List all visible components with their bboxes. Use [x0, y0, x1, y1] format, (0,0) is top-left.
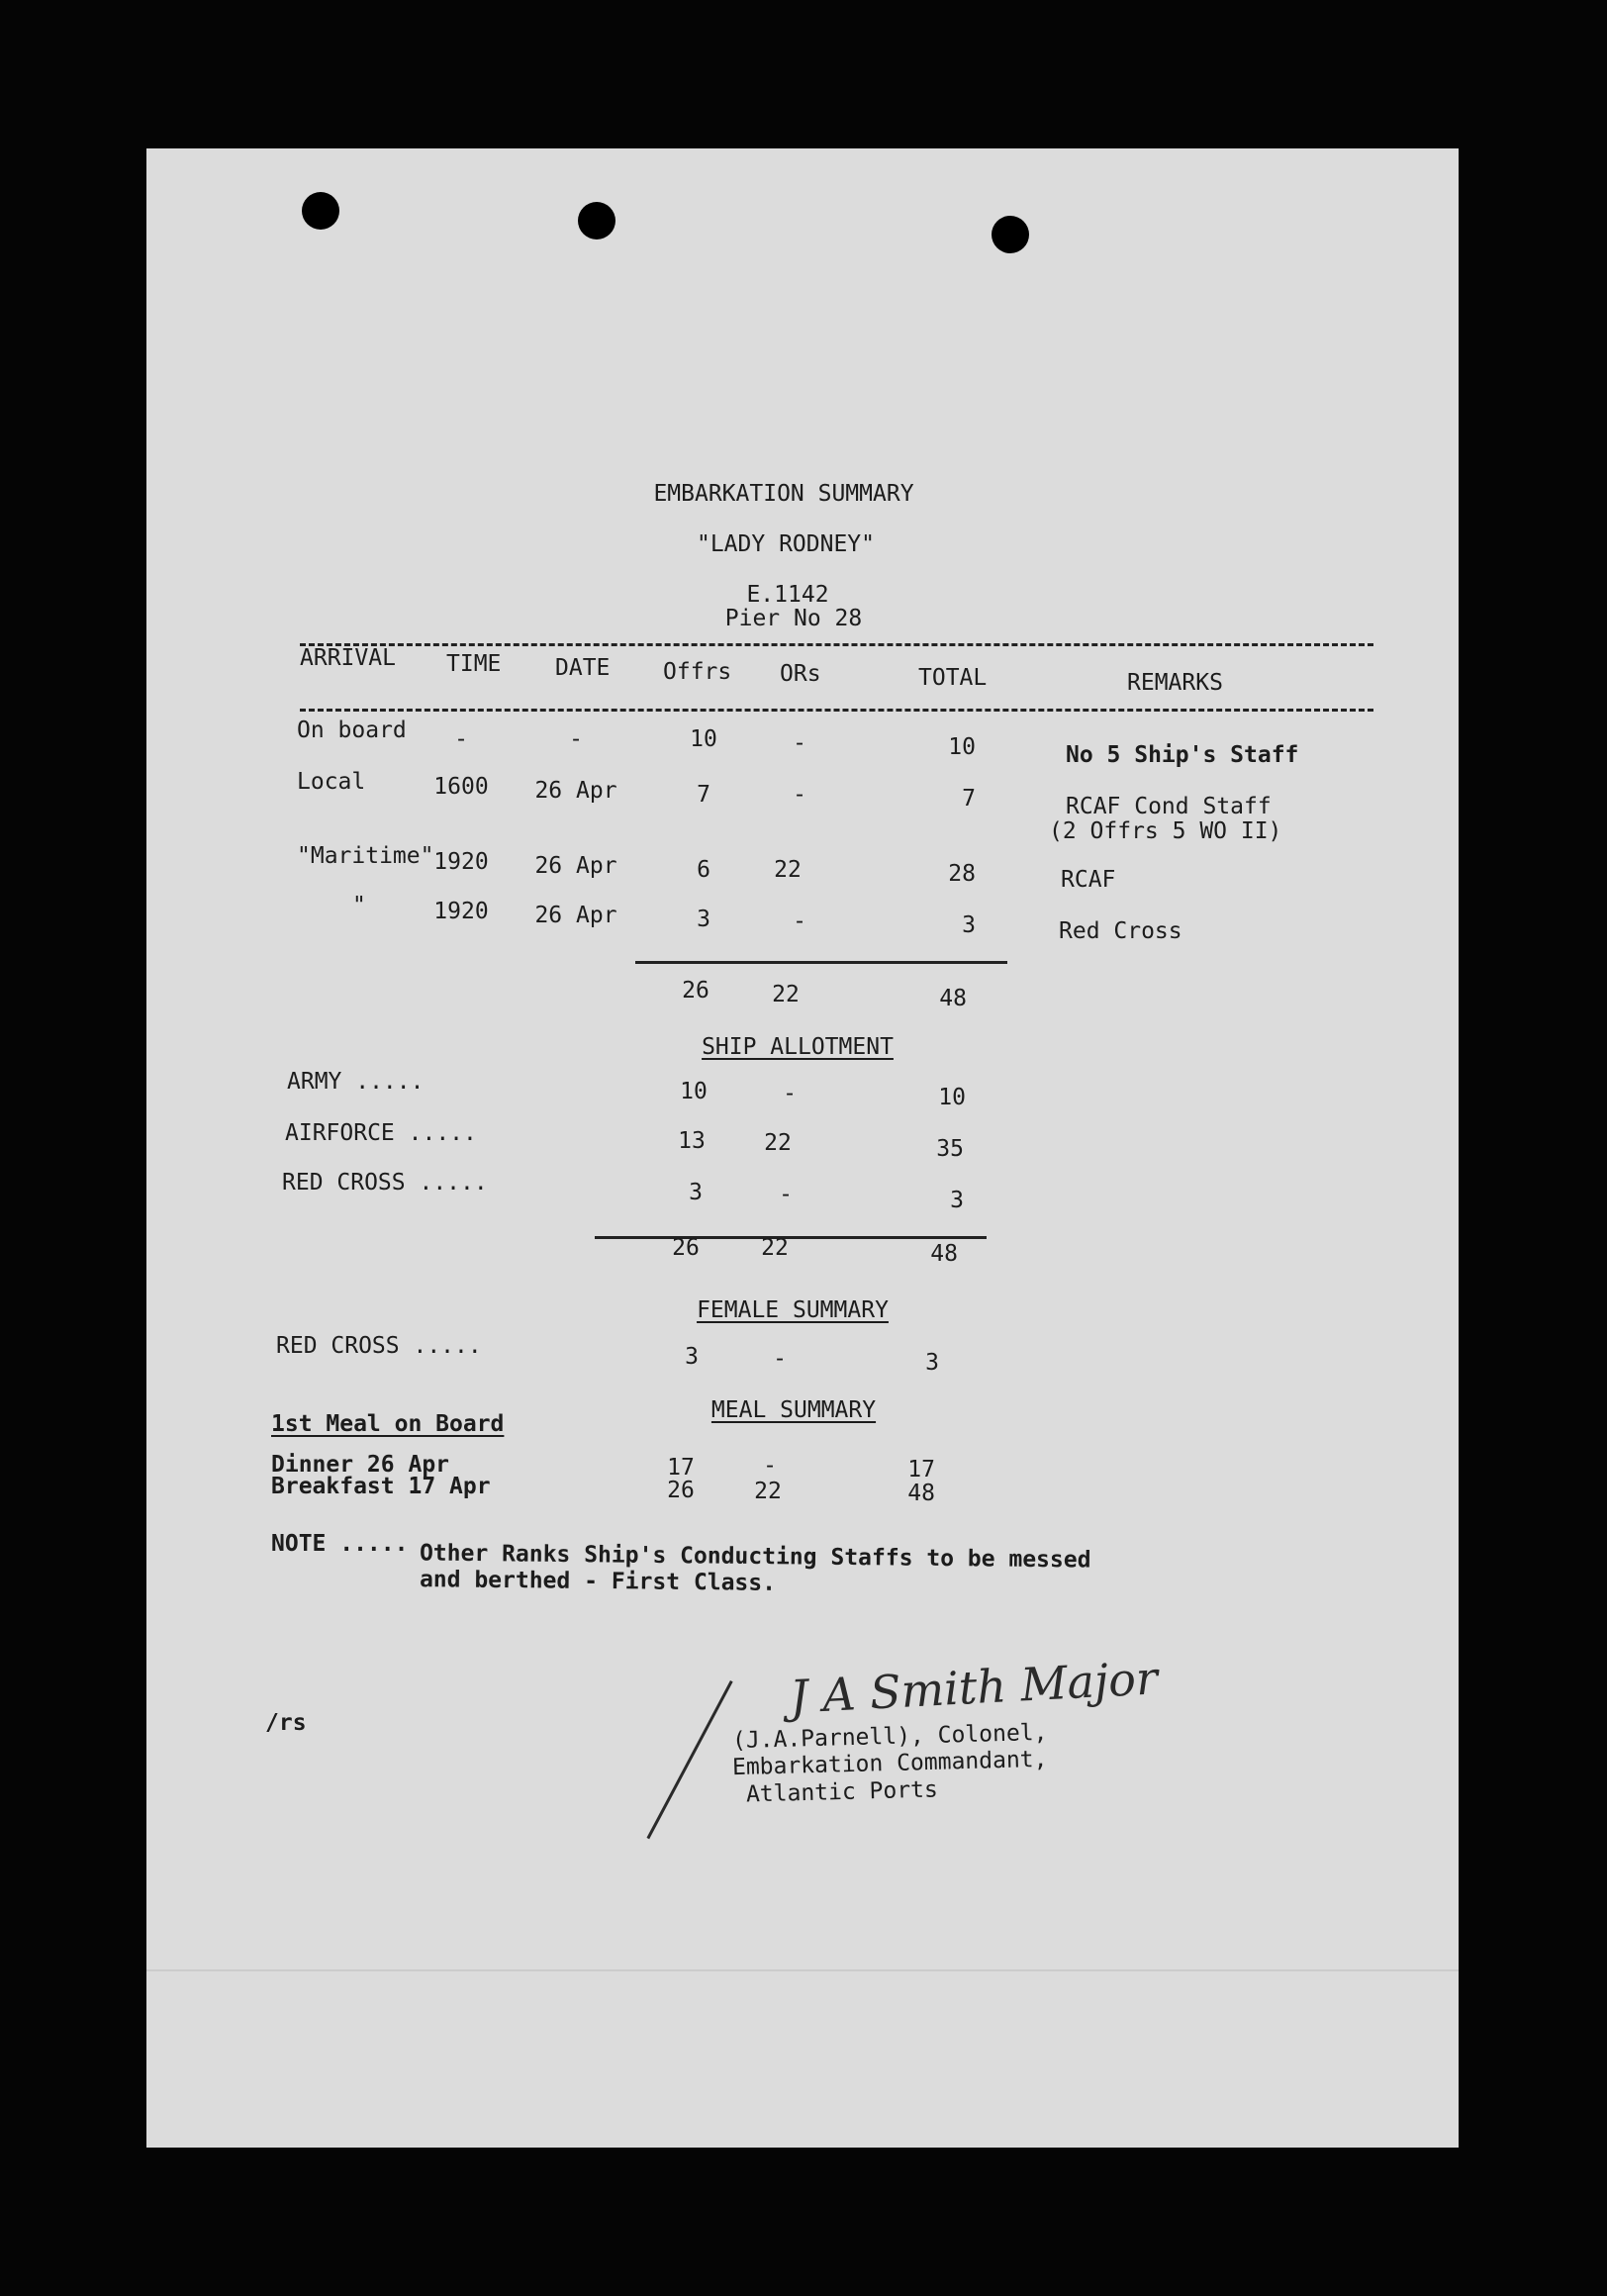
meal-total: 17 [907, 1457, 935, 1483]
arrival-totals-rule [635, 961, 1007, 964]
arrival-offrs: 7 [697, 782, 710, 808]
arrival-offrs: 3 [697, 907, 710, 932]
note-line-1: Other Ranks Ship's Conducting Staffs to be messed [419, 1540, 1091, 1574]
allotment-offrs: 3 [689, 1180, 703, 1205]
allotment-total: 10 [938, 1085, 966, 1110]
allotment-offrs: 13 [678, 1128, 706, 1154]
arrival-total: 28 [948, 861, 976, 887]
arrival-time: 1600 [433, 774, 489, 800]
allotment-total: 35 [936, 1136, 964, 1162]
meal-summary-heading: MEAL SUMMARY [710, 1397, 877, 1423]
arrival-offrs: 10 [690, 726, 717, 752]
allotment-total: 3 [950, 1188, 964, 1213]
meal-label: Dinner 26 Apr [271, 1452, 450, 1478]
ship-name: "LADY RODNEY" [696, 531, 876, 557]
note-label: NOTE ..... [271, 1531, 409, 1557]
meal-ors: 22 [754, 1479, 782, 1504]
handwritten-signature: J A Smith Major [788, 1651, 1160, 1724]
arrival-remarks: Red Cross [1059, 918, 1182, 944]
reference-number: E.1142 [746, 582, 829, 608]
arrival-total: 7 [962, 786, 976, 812]
arrival-total-total: 48 [939, 986, 967, 1011]
pier-number: Pier No 28 [724, 606, 863, 631]
allotment-offrs: 10 [680, 1079, 708, 1104]
column-header-ors: ORs [780, 661, 821, 687]
meal-offrs: 26 [667, 1478, 695, 1503]
arrival-total-offrs: 26 [682, 978, 709, 1004]
column-header-arrival: ARRIVAL [300, 645, 396, 671]
arrival-time: - [454, 726, 468, 752]
signature-stroke [646, 1680, 732, 1839]
column-header-total: TOTAL [918, 665, 988, 691]
meal-ors: - [763, 1453, 777, 1479]
allotment-total-ors: 22 [761, 1235, 789, 1261]
meal-offrs: 17 [667, 1455, 695, 1481]
arrival-name: Local [297, 769, 366, 795]
typist-initials: /rs [265, 1710, 307, 1736]
signatory-location: Atlantic Ports [745, 1776, 939, 1808]
female-summary-label: RED CROSS ..... [276, 1333, 482, 1359]
punch-hole-left [302, 192, 339, 230]
allotment-ors: - [783, 1081, 797, 1106]
meal-total: 48 [907, 1481, 935, 1506]
allotment-label: ARMY ..... [287, 1069, 425, 1095]
allotment-ors: - [779, 1182, 793, 1207]
column-header-remarks: REMARKS [1127, 670, 1223, 696]
arrival-total: 10 [948, 734, 976, 760]
signatory-title: Embarkation Commandant, [731, 1746, 1048, 1781]
female-summary-offrs: 3 [685, 1344, 699, 1370]
allotment-total-offrs: 26 [672, 1235, 700, 1261]
female-summary-ors: - [773, 1346, 787, 1372]
arrival-date: 26 Apr [534, 903, 617, 928]
arrival-time: 1920 [433, 899, 489, 924]
punch-hole-middle [578, 202, 615, 239]
arrival-name: On board [297, 718, 407, 743]
meal-label: Breakfast 17 Apr [271, 1474, 491, 1499]
arrival-remarks: No 5 Ship's Staff [1066, 742, 1299, 768]
arrival-date: 26 Apr [534, 853, 617, 879]
arrival-ors: - [793, 730, 806, 756]
arrival-total-ors: 22 [772, 982, 800, 1007]
allotment-label: AIRFORCE ..... [285, 1120, 477, 1146]
document-page [146, 148, 1459, 2148]
header-top-divider [300, 643, 1373, 646]
arrival-name: " [352, 893, 366, 918]
arrival-ors: 22 [774, 857, 802, 883]
arrival-offrs: 6 [697, 857, 710, 883]
arrival-remarks-detail: (2 Offrs 5 WO II) [1049, 818, 1282, 844]
arrival-total: 3 [962, 912, 976, 938]
arrival-remarks: RCAF [1061, 867, 1116, 893]
signatory-name: (J.A.Parnell), Colonel, [731, 1719, 1048, 1755]
arrival-time: 1920 [433, 849, 489, 875]
arrival-date: 26 Apr [534, 778, 617, 804]
allotment-totals-rule [595, 1236, 987, 1239]
arrival-ors: - [793, 909, 806, 934]
ship-allotment-heading: SHIP ALLOTMENT [702, 1034, 894, 1060]
column-header-time: TIME [446, 651, 502, 677]
arrival-ors: - [793, 782, 806, 808]
column-header-date: DATE [555, 655, 611, 681]
allotment-label: RED CROSS ..... [282, 1170, 488, 1196]
document-title: EMBARKATION SUMMARY [653, 481, 914, 507]
female-summary-heading: FEMALE SUMMARY [697, 1297, 889, 1323]
punch-hole-right [992, 216, 1029, 253]
note-line-2: and berthed - First Class. [419, 1567, 777, 1596]
allotment-ors: 22 [764, 1130, 792, 1156]
arrival-remarks: RCAF Cond Staff [1066, 794, 1272, 819]
allotment-total-total: 48 [930, 1241, 958, 1267]
first-meal-subheading: 1st Meal on Board [271, 1411, 505, 1437]
female-summary-total: 3 [925, 1350, 939, 1376]
header-bottom-divider [300, 709, 1373, 712]
arrival-date: - [569, 726, 583, 752]
column-header-offrs: Offrs [663, 659, 732, 685]
arrival-name: "Maritime" [297, 843, 434, 869]
